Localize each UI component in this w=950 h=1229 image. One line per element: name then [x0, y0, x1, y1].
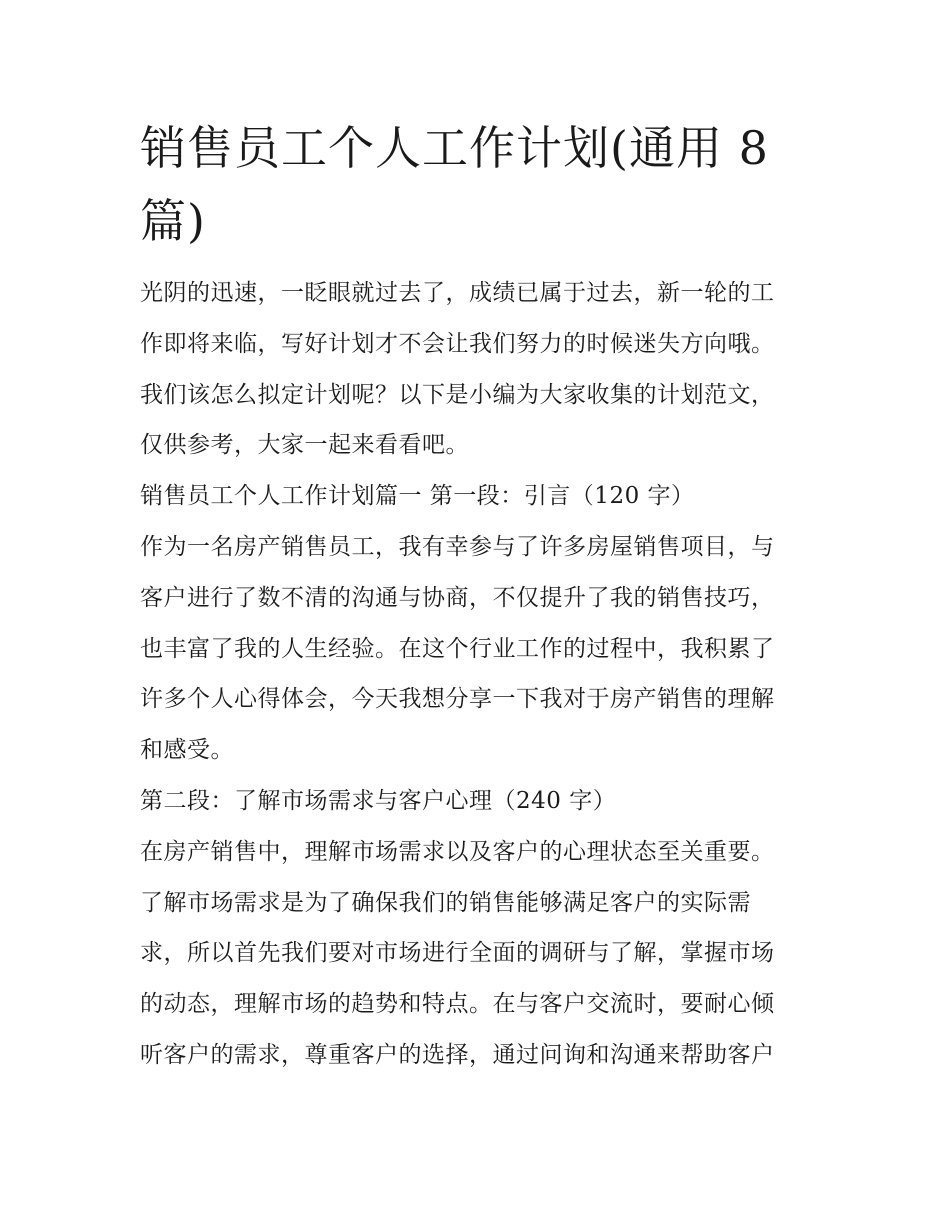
body-line: 仅供参考，大家一起来看看吧。: [140, 432, 469, 459]
body-line: 也丰富了我的人生经验。在这个行业工作的过程中，我积累了: [140, 635, 775, 662]
section-heading-1: 销售员工个人工作计划篇一 第一段：引言（120 字）: [140, 483, 695, 510]
body-line: 和感受。: [140, 737, 234, 764]
document-body: [140, 268, 820, 1081]
body-line: 光阴的迅速，一眨眼就过去了，成绩已属于过去，新一轮的工: [140, 280, 775, 306]
document-title: [140, 112, 820, 258]
body-line: 作即将来临，写好计划才不会让我们努力的时候迷失方向哦。: [140, 330, 775, 357]
body-line: 的动态，理解市场的趋势和特点。在与客户交流时，要耐心倾: [140, 991, 775, 1018]
body-line: 作为一名房产销售员工，我有幸参与了许多房屋销售项目，与: [140, 533, 775, 560]
body-line: 许多个人心得体会，今天我想分享一下我对于房产销售的理解: [140, 686, 775, 713]
document-page: [140, 112, 820, 1081]
title-line-2: 篇): [140, 194, 206, 248]
body-line: 我们该怎么拟定计划呢？以下是小编为大家收集的计划范文，: [140, 381, 775, 408]
body-line: 听客户的需求，尊重客户的选择，通过问询和沟通来帮助客户: [140, 1041, 775, 1068]
body-line: 客户进行了数不清的沟通与协商，不仅提升了我的销售技巧，: [140, 584, 775, 611]
section-heading-2: 第二段：了解市场需求与客户心理（240 字）: [140, 787, 617, 814]
body-line: 了解市场需求是为了确保我们的销售能够满足客户的实际需: [140, 889, 751, 916]
body-line: 求，所以首先我们要对市场进行全面的调研与了解，掌握市场: [140, 940, 775, 967]
title-line-1: 销售员工个人工作计划(通用 8: [140, 121, 769, 175]
body-line: 在房产销售中，理解市场需求以及客户的心理状态至关重要。: [140, 838, 775, 865]
